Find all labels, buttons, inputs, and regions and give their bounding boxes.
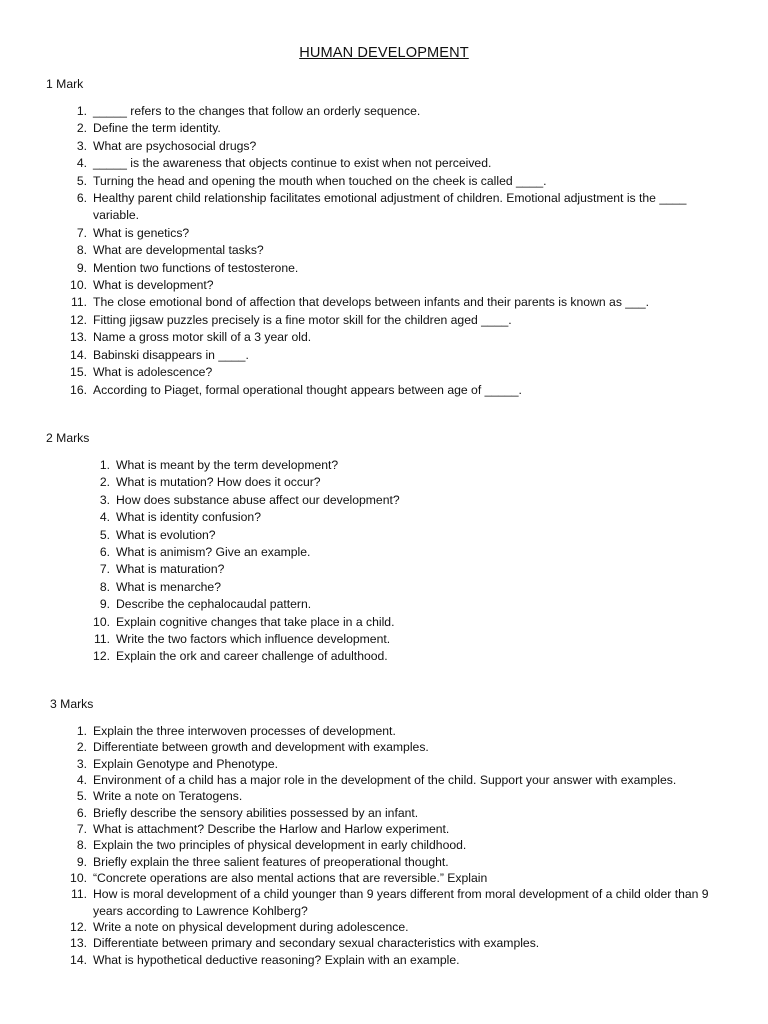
question-list-3-marks bbox=[69, 723, 739, 968]
question-text: What are psychosocial drugs? bbox=[93, 138, 257, 153]
question-number: 16. bbox=[70, 382, 87, 397]
question-text: Briefly describe the sensory abilities possessed by an infant. bbox=[93, 805, 419, 820]
question-text: Write the two factors which influence development. bbox=[116, 632, 391, 647]
question-item bbox=[69, 723, 739, 739]
question-text: How does substance abuse affect our development? bbox=[116, 492, 400, 507]
question-number: 11. bbox=[93, 632, 110, 647]
question-item bbox=[69, 103, 729, 120]
question-number: 11. bbox=[70, 295, 87, 310]
question-item bbox=[92, 474, 692, 491]
question-list-1-mark bbox=[69, 103, 729, 399]
question-text: What is genetics? bbox=[93, 225, 190, 240]
question-number: 1. bbox=[76, 104, 87, 118]
question-number: 13. bbox=[70, 936, 87, 951]
question-item bbox=[69, 294, 729, 311]
question-item bbox=[69, 739, 739, 755]
question-text: Briefly explain the three salient features of preoperational thought. bbox=[93, 854, 449, 869]
question-number: 10. bbox=[70, 278, 87, 293]
question-item bbox=[69, 329, 729, 346]
question-text: Define the term identity. bbox=[93, 121, 221, 136]
question-item bbox=[69, 173, 729, 190]
question-text: Describe the cephalocaudal pattern. bbox=[116, 597, 312, 612]
question-number: 4. bbox=[99, 510, 110, 525]
question-item bbox=[69, 772, 739, 788]
question-number: 7. bbox=[76, 225, 87, 240]
question-item bbox=[92, 527, 692, 544]
question-number: 12. bbox=[93, 649, 110, 664]
question-number: 9. bbox=[99, 597, 110, 612]
question-text: What is attachment? Describe the Harlow and Harlow experiment. bbox=[93, 822, 450, 837]
question-list-2-marks bbox=[92, 457, 692, 666]
question-text: Write a note on physical development during adolescence. bbox=[93, 920, 409, 935]
question-item bbox=[69, 225, 729, 242]
question-text: Mention two functions of testosterone. bbox=[93, 260, 299, 275]
question-text: What is maturation? bbox=[116, 562, 225, 577]
question-item bbox=[69, 919, 739, 935]
section-heading-2-marks: 2 Marks bbox=[46, 431, 90, 445]
question-item bbox=[92, 492, 692, 509]
question-text: The close emotional bond of affection that develops between infants and their parents is known as ___. bbox=[93, 295, 650, 310]
question-text: Explain the two principles of physical development in early childhood. bbox=[93, 838, 467, 853]
question-number: 8. bbox=[99, 579, 110, 594]
question-text: How is moral development of a child younger than 9 years different from moral development of a child older than 9 years according to Lawrence Kohlberg? bbox=[93, 887, 709, 918]
question-number: 2. bbox=[76, 740, 87, 755]
question-item bbox=[69, 382, 729, 399]
page-title: HUMAN DEVELOPMENT bbox=[299, 45, 469, 61]
question-text: Turning the head and opening the mouth when touched on the cheek is called ____. bbox=[93, 173, 547, 188]
question-number: 4. bbox=[76, 773, 87, 788]
question-number: 4. bbox=[76, 156, 87, 171]
question-number: 6. bbox=[76, 805, 87, 820]
question-item bbox=[92, 509, 692, 526]
question-number: 10. bbox=[93, 614, 110, 629]
question-text: Fitting jigsaw puzzles precisely is a fine motor skill for the children aged ____. bbox=[93, 312, 512, 327]
question-item bbox=[69, 837, 739, 853]
question-item bbox=[92, 648, 692, 665]
question-text: _____ is the awareness that objects continue to exist when not perceived. bbox=[93, 156, 492, 171]
question-item bbox=[69, 886, 739, 919]
question-item bbox=[69, 312, 729, 329]
question-item bbox=[69, 242, 729, 259]
question-text: According to Piaget, formal operational thought appears between age of _____. bbox=[93, 382, 522, 397]
question-text: What is menarche? bbox=[116, 579, 221, 594]
question-number: 7. bbox=[76, 822, 87, 837]
question-item bbox=[69, 870, 739, 886]
question-number: 10. bbox=[70, 871, 87, 886]
question-number: 6. bbox=[76, 191, 87, 206]
question-item bbox=[69, 260, 729, 277]
question-number: 7. bbox=[99, 562, 110, 577]
question-item bbox=[69, 854, 739, 870]
question-item bbox=[92, 457, 692, 474]
question-text: What is hypothetical deductive reasoning? Explain with an example. bbox=[93, 952, 460, 967]
question-text: What is animism? Give an example. bbox=[116, 545, 311, 560]
question-number: 3. bbox=[76, 756, 87, 771]
question-item bbox=[69, 347, 729, 364]
question-text: Explain the three interwoven processes of development. bbox=[93, 724, 396, 738]
question-number: 8. bbox=[76, 838, 87, 853]
question-item bbox=[69, 788, 739, 804]
question-text: Differentiate between growth and development with examples. bbox=[93, 740, 429, 755]
question-text: Babinski disappears in ____. bbox=[93, 347, 249, 362]
question-number: 1. bbox=[76, 724, 87, 738]
question-number: 15. bbox=[70, 365, 87, 380]
question-item bbox=[92, 561, 692, 578]
question-text: Write a note on Teratogens. bbox=[93, 789, 243, 804]
question-item bbox=[69, 952, 739, 968]
section-heading-1-mark: 1 Mark bbox=[46, 77, 84, 91]
question-number: 13. bbox=[70, 330, 87, 345]
question-text: What are developmental tasks? bbox=[93, 243, 264, 258]
question-item bbox=[92, 596, 692, 613]
question-number: 3. bbox=[99, 492, 110, 507]
question-text: Explain Genotype and Phenotype. bbox=[93, 756, 278, 771]
question-number: 12. bbox=[70, 312, 87, 327]
question-number: 9. bbox=[76, 854, 87, 869]
question-item bbox=[69, 805, 739, 821]
question-text: Explain cognitive changes that take place in a child. bbox=[116, 614, 395, 629]
question-text: Explain the ork and career challenge of adulthood. bbox=[116, 649, 388, 664]
question-text: What is identity confusion? bbox=[116, 510, 261, 525]
question-number: 3. bbox=[76, 138, 87, 153]
question-item bbox=[92, 631, 692, 648]
question-number: 9. bbox=[76, 260, 87, 275]
question-item bbox=[69, 190, 729, 225]
question-number: 5. bbox=[99, 527, 110, 542]
question-number: 2. bbox=[99, 475, 110, 490]
question-text: What is development? bbox=[93, 278, 214, 293]
question-number: 2. bbox=[76, 121, 87, 136]
question-item bbox=[69, 155, 729, 172]
question-number: 1. bbox=[99, 458, 110, 472]
question-text: What is adolescence? bbox=[93, 365, 213, 380]
section-heading-3-marks: 3 Marks bbox=[50, 697, 94, 711]
question-item bbox=[69, 120, 729, 137]
question-text: What is evolution? bbox=[116, 527, 216, 542]
question-text: Environment of a child has a major role in the development of the child. Support your answer with examples. bbox=[93, 773, 677, 788]
question-number: 12. bbox=[70, 920, 87, 935]
question-item bbox=[69, 935, 739, 951]
question-text: What is meant by the term development? bbox=[116, 458, 339, 472]
question-text: Healthy parent child relationship facilitates emotional adjustment of children. Emotional adjustment is the ____ variable. bbox=[93, 191, 687, 223]
question-item bbox=[92, 614, 692, 631]
question-text: What is mutation? How does it occur? bbox=[116, 475, 321, 490]
question-number: 14. bbox=[70, 347, 87, 362]
question-number: 6. bbox=[99, 545, 110, 560]
question-item bbox=[69, 277, 729, 294]
question-number: 5. bbox=[76, 789, 87, 804]
question-item bbox=[92, 544, 692, 561]
question-number: 8. bbox=[76, 243, 87, 258]
question-item bbox=[69, 821, 739, 837]
question-number: 14. bbox=[70, 952, 87, 967]
question-text: Differentiate between primary and secondary sexual characteristics with examples. bbox=[93, 936, 540, 951]
question-text: _____ refers to the changes that follow an orderly sequence. bbox=[93, 104, 421, 118]
question-item bbox=[69, 756, 739, 772]
question-item bbox=[69, 364, 729, 381]
question-text: Name a gross motor skill of a 3 year old. bbox=[93, 330, 312, 345]
question-number: 5. bbox=[76, 173, 87, 188]
question-item bbox=[69, 138, 729, 155]
question-text: “Concrete operations are also mental actions that are reversible.” Explain bbox=[93, 871, 488, 886]
question-item bbox=[92, 579, 692, 596]
question-number: 11. bbox=[70, 887, 87, 902]
